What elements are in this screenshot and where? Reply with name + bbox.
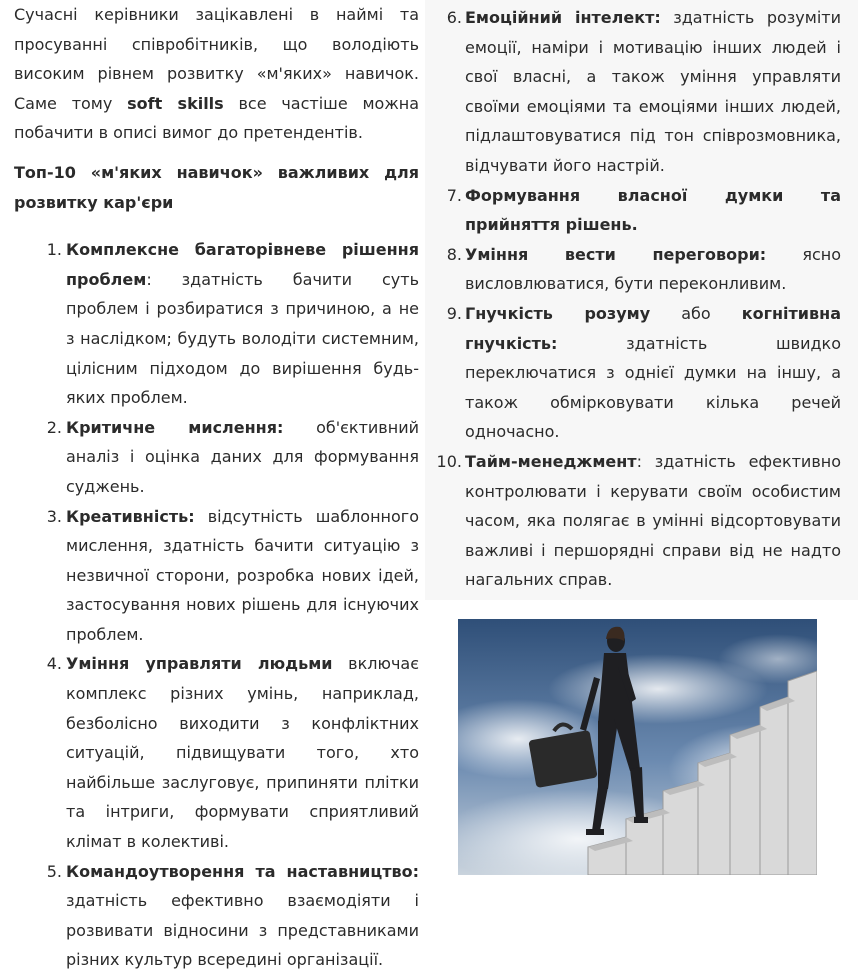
skills-list-part-2 bbox=[433, 3, 841, 595]
list-item bbox=[14, 857, 419, 975]
list-item bbox=[14, 413, 419, 502]
item-number: 10. bbox=[436, 451, 462, 471]
list-item bbox=[433, 181, 841, 240]
item-title-alt: когнітивна гнучкість: bbox=[465, 303, 841, 353]
intro-text-2: все частіше можна побачити в описі вимог до претендентів. bbox=[14, 93, 419, 143]
item-description: відсутність шаблонного мислення, здатність бачити ситуацію з незвичної сторони, розробка нових ідей, застосування нових рішень для існуючих проблем. bbox=[66, 506, 419, 644]
right-column bbox=[433, 3, 841, 595]
item-title: Креативність: bbox=[66, 506, 195, 526]
list-item bbox=[433, 299, 841, 447]
list-item bbox=[14, 502, 419, 650]
intro-bold-term: soft skills bbox=[127, 93, 224, 113]
item-number: 2. bbox=[46, 417, 62, 437]
skills-list-part-1 bbox=[14, 235, 419, 975]
career-stairs-photo bbox=[458, 619, 817, 875]
item-title: Командоутворення та наставництво: bbox=[66, 861, 419, 881]
item-description: : здатність бачити суть проблем і розбиратися з причиною, а не з наслідком; будуть володіти системним, цілісним підходом до вирішення будь-яких проблем. bbox=[66, 269, 419, 408]
list-heading: Топ-10 «м'яких навичок» важливих для розвитку кар'єри bbox=[14, 162, 419, 212]
item-title: Уміння управляти людьми bbox=[66, 654, 333, 674]
item-description: здатність ефективно взаємодіяти і розвивати відносини з представниками різних культур всередині організації. bbox=[66, 891, 419, 970]
item-number: 7. bbox=[446, 185, 462, 205]
item-description: здатність розуміти емоції, наміри і мотивацію інших людей і свої власні, а також уміння управляти своїми емоціями та емоціями інших людей, підлаштовуватися під тон співрозмовника, відчувати його настрій. bbox=[465, 8, 841, 175]
item-number: 8. bbox=[446, 244, 462, 264]
item-connector: або bbox=[650, 303, 742, 323]
item-title: Емоційний інтелект: bbox=[465, 8, 661, 27]
intro-paragraph bbox=[14, 0, 419, 148]
list-item bbox=[14, 649, 419, 856]
left-column bbox=[14, 0, 419, 975]
item-number: 9. bbox=[446, 303, 462, 323]
item-description: ясно висловлюватися, бути переконливим. bbox=[465, 244, 842, 294]
item-title: Критичне мислення: bbox=[66, 417, 284, 437]
item-number: 3. bbox=[46, 506, 62, 526]
item-description: об'єктивний аналіз і оцінка даних для формування суджень. bbox=[66, 417, 419, 496]
item-title: Тайм-менеджмент bbox=[465, 451, 637, 471]
item-description: включає комплекс різних умінь, наприклад, безболісно виходити з конфліктних ситуацій, підвищувати того, хто найбільше заслуговує, припиняти плітки та інтриги, формувати сприятливий клімат в колективі. bbox=[66, 654, 420, 852]
item-number: 5. bbox=[46, 861, 62, 881]
item-description: здатність швидко переключатися з однієї думки на іншу, а також обмірковувати кілька речей одночасно. bbox=[465, 333, 841, 442]
list-item bbox=[433, 3, 841, 181]
item-number: 4. bbox=[46, 654, 62, 674]
list-item bbox=[433, 240, 841, 299]
item-description: : здатність ефективно контролювати і керувати своїм особистим часом, яка полягає в умінні відсортовувати важливі і першорядні справи від не надто нагальних справ. bbox=[465, 451, 841, 590]
item-title: Уміння вести переговори: bbox=[465, 244, 767, 264]
intro-text-1: Сучасні керівники зацікавлені в наймі та просуванні співробітників, що володіють високим рівнем розвитку «м'яких» навичок. Саме тому bbox=[14, 5, 419, 113]
list-item bbox=[14, 235, 419, 413]
item-title: Комплексне багаторівневе рішення проблем bbox=[66, 240, 419, 289]
item-title: Формування власної думки та прийняття рішень. bbox=[465, 185, 841, 235]
item-title: Гнучкість розуму bbox=[465, 303, 651, 323]
list-item bbox=[433, 447, 841, 595]
item-number: 6. bbox=[446, 8, 462, 27]
item-number: 1. bbox=[46, 240, 62, 260]
